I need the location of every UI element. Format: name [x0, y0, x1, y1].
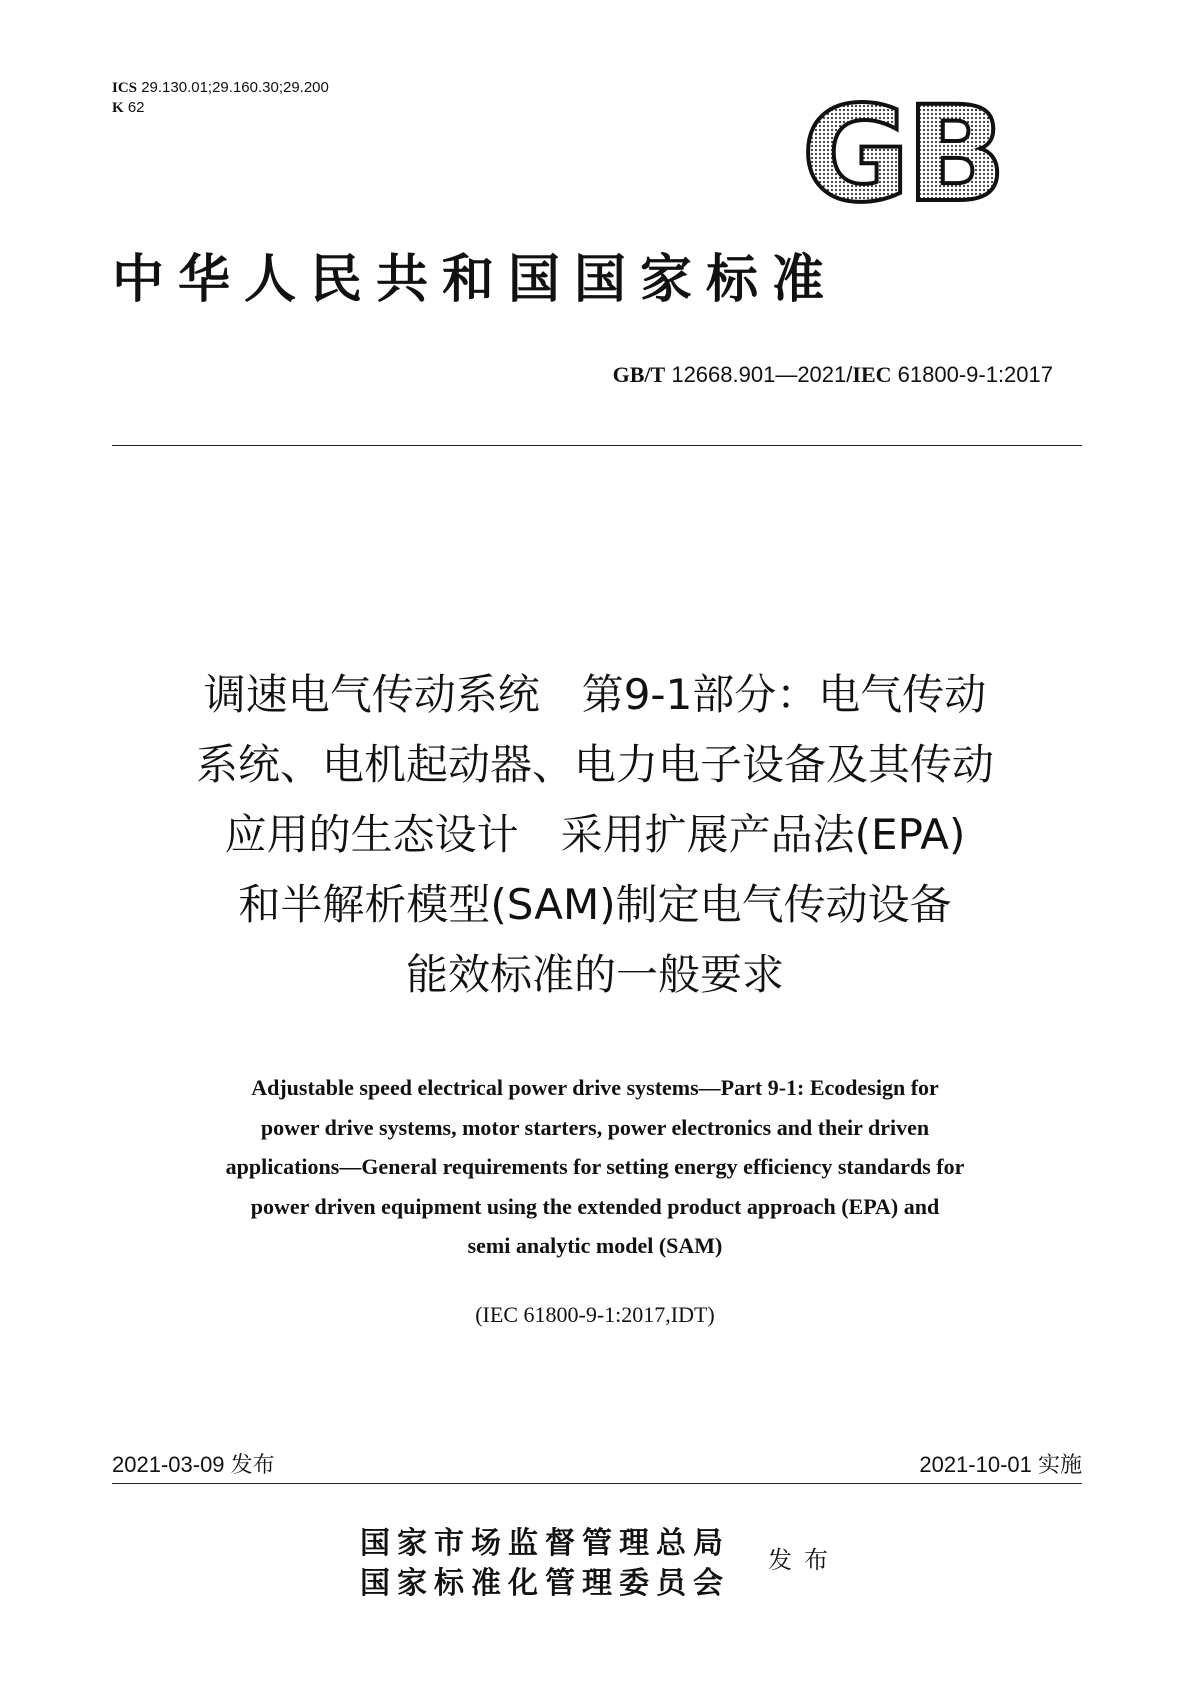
std-number: 12668.901—2021/	[671, 362, 853, 387]
issuer-sac: 国家标准化管理委员会	[360, 1566, 730, 1601]
chinese-title-line: 调速电气传动系统 第9-1部分：电气传动	[203, 670, 987, 719]
standard-number	[613, 362, 1053, 388]
english-title-line: Adjustable speed electrical power drive systems—Part 9-1: Ecodesign for	[251, 1075, 939, 1100]
header-divider	[112, 445, 1082, 446]
chinese-title-line: 系统、电机起动器、电力电子设备及其传动	[195, 740, 994, 789]
ics-label: ICS	[112, 80, 138, 96]
publish-label: 发布	[768, 1546, 840, 1574]
ics-line	[112, 78, 329, 98]
adoption-statement: (IEC 61800-9-1:2017,IDT)	[475, 1302, 715, 1327]
english-title-line: power driven equipment using the extended product approach (EPA) and	[250, 1193, 940, 1219]
implementation-date: 2021-10-01 实施	[919, 1452, 1082, 1477]
chinese-title-line: 能效标准的一般要求	[405, 950, 784, 999]
ics-value: 29.130.01;29.160.30;29.200	[141, 79, 329, 96]
footer-divider	[112, 1483, 1082, 1484]
classification-codes	[112, 78, 329, 118]
ccs-line	[112, 98, 329, 118]
english-title-line: applications—General requirements for setting energy efficiency standards for	[225, 1154, 965, 1179]
iec-prefix: IEC	[852, 362, 892, 387]
ccs-value: 62	[127, 99, 145, 116]
ccs-label: K	[112, 100, 124, 116]
issuer-samr: 国家市场监督管理总局	[360, 1526, 730, 1561]
english-title-line: semi analytic model (SAM)	[467, 1233, 723, 1258]
iec-number: 61800-9-1:2017	[897, 362, 1053, 387]
chinese-title	[100, 660, 1090, 1010]
english-title-line: power drive systems, motor starters, power electronics and their driven	[260, 1114, 930, 1140]
chinese-title-line: 和半解析模型(SAM)制定电气传动设备	[238, 880, 952, 929]
issuing-authorities	[360, 1524, 730, 1604]
national-standard-title: 中华人民共和国国家标准	[112, 249, 839, 310]
chinese-title-line: 应用的生态设计 采用扩展产品法(EPA)	[224, 810, 966, 859]
gb-logo-text: GB	[801, 92, 1003, 214]
english-title	[100, 1068, 1090, 1266]
issue-date: 2021-03-09 发布	[112, 1452, 275, 1477]
gb-logo	[786, 92, 1018, 214]
std-prefix: GB/T	[612, 362, 666, 387]
